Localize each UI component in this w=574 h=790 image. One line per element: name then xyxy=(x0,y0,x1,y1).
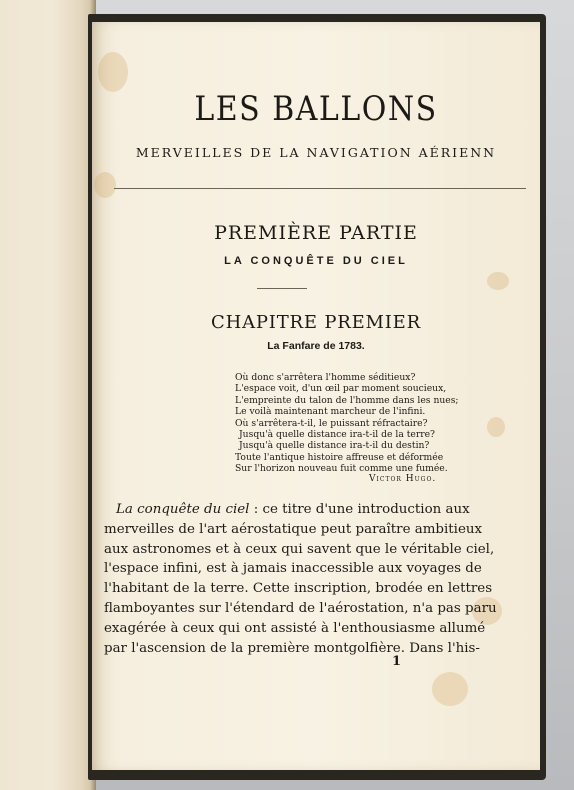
body-line: l'habitant de la terre. Cette inscription, brodée en lettres xyxy=(104,581,493,597)
book-subtitle: MERVEILLES DE LA NAVIGATION AÉRIENN xyxy=(135,145,497,160)
epigraph-line: Sur l'horizon nouveau fuit comme une fumée. xyxy=(235,463,448,475)
foxing-spot xyxy=(487,272,509,290)
foxing-spot xyxy=(94,172,116,198)
foxing-spot xyxy=(432,672,468,706)
body-paragraph xyxy=(104,500,515,658)
page-number: 1 xyxy=(392,654,402,669)
body-line: par l'ascension de la première montgolfière. Dans l'his- xyxy=(104,640,480,656)
epigraph-line: Le voilà maintenant marcheur de l'infini. xyxy=(235,406,426,418)
part-title: PREMIÈRE PARTIE xyxy=(214,222,418,244)
epigraph-line: Toute l'antique histoire affreuse et déformée xyxy=(235,451,444,463)
epigraph-author: Victor Hugo. xyxy=(369,474,437,484)
body-line: aux astronomes et à ceux qui savent que le véritable ciel, xyxy=(104,541,495,557)
body-line: merveilles de l'art aérostatique peut paraître ambitieux xyxy=(104,521,483,537)
epigraph xyxy=(235,372,475,475)
chapter-title: CHAPITRE PREMIER xyxy=(211,312,421,333)
book-title: LES BALLONS xyxy=(194,89,438,130)
chapter-subtitle: La Fanfare de 1783. xyxy=(267,340,365,352)
epigraph-line: Jusqu'à quelle distance ira-t-il du destin? xyxy=(239,440,430,452)
body-italic-phrase: La conquête du ciel xyxy=(116,502,250,517)
epigraph-line: Où donc s'arrêtera l'homme séditieux? xyxy=(235,372,416,383)
body-line: l'espace infini, est à jamais inaccessible aux voyages de xyxy=(104,561,482,577)
title-divider xyxy=(114,188,526,189)
book-page xyxy=(92,22,540,770)
epigraph-line: Jusqu'à quelle distance ira-t-il de la terre? xyxy=(239,429,435,441)
foxing-spot xyxy=(98,52,128,92)
left-page-edge xyxy=(0,0,96,790)
body-line: La conquête du ciel : ce titre d'une introduction aux xyxy=(116,502,470,517)
part-divider xyxy=(257,288,307,289)
epigraph-line: L'espace voit, d'un œil par moment soucieux, xyxy=(235,383,447,395)
epigraph-line: Où s'arrêtera-t-il, le puissant réfractaire? xyxy=(235,417,428,429)
epigraph-line: L'empreinte du talon de l'homme dans les nues; xyxy=(235,394,459,406)
foxing-spot xyxy=(487,417,505,437)
body-line: flamboyantes sur l'étendard de l'aérostation, n'a pas paru xyxy=(104,600,497,616)
body-line: exagérée à ceux qui ont assisté à l'enthousiasme allumé xyxy=(104,620,486,636)
part-subtitle: LA CONQUÊTE DU CIEL xyxy=(224,255,408,267)
